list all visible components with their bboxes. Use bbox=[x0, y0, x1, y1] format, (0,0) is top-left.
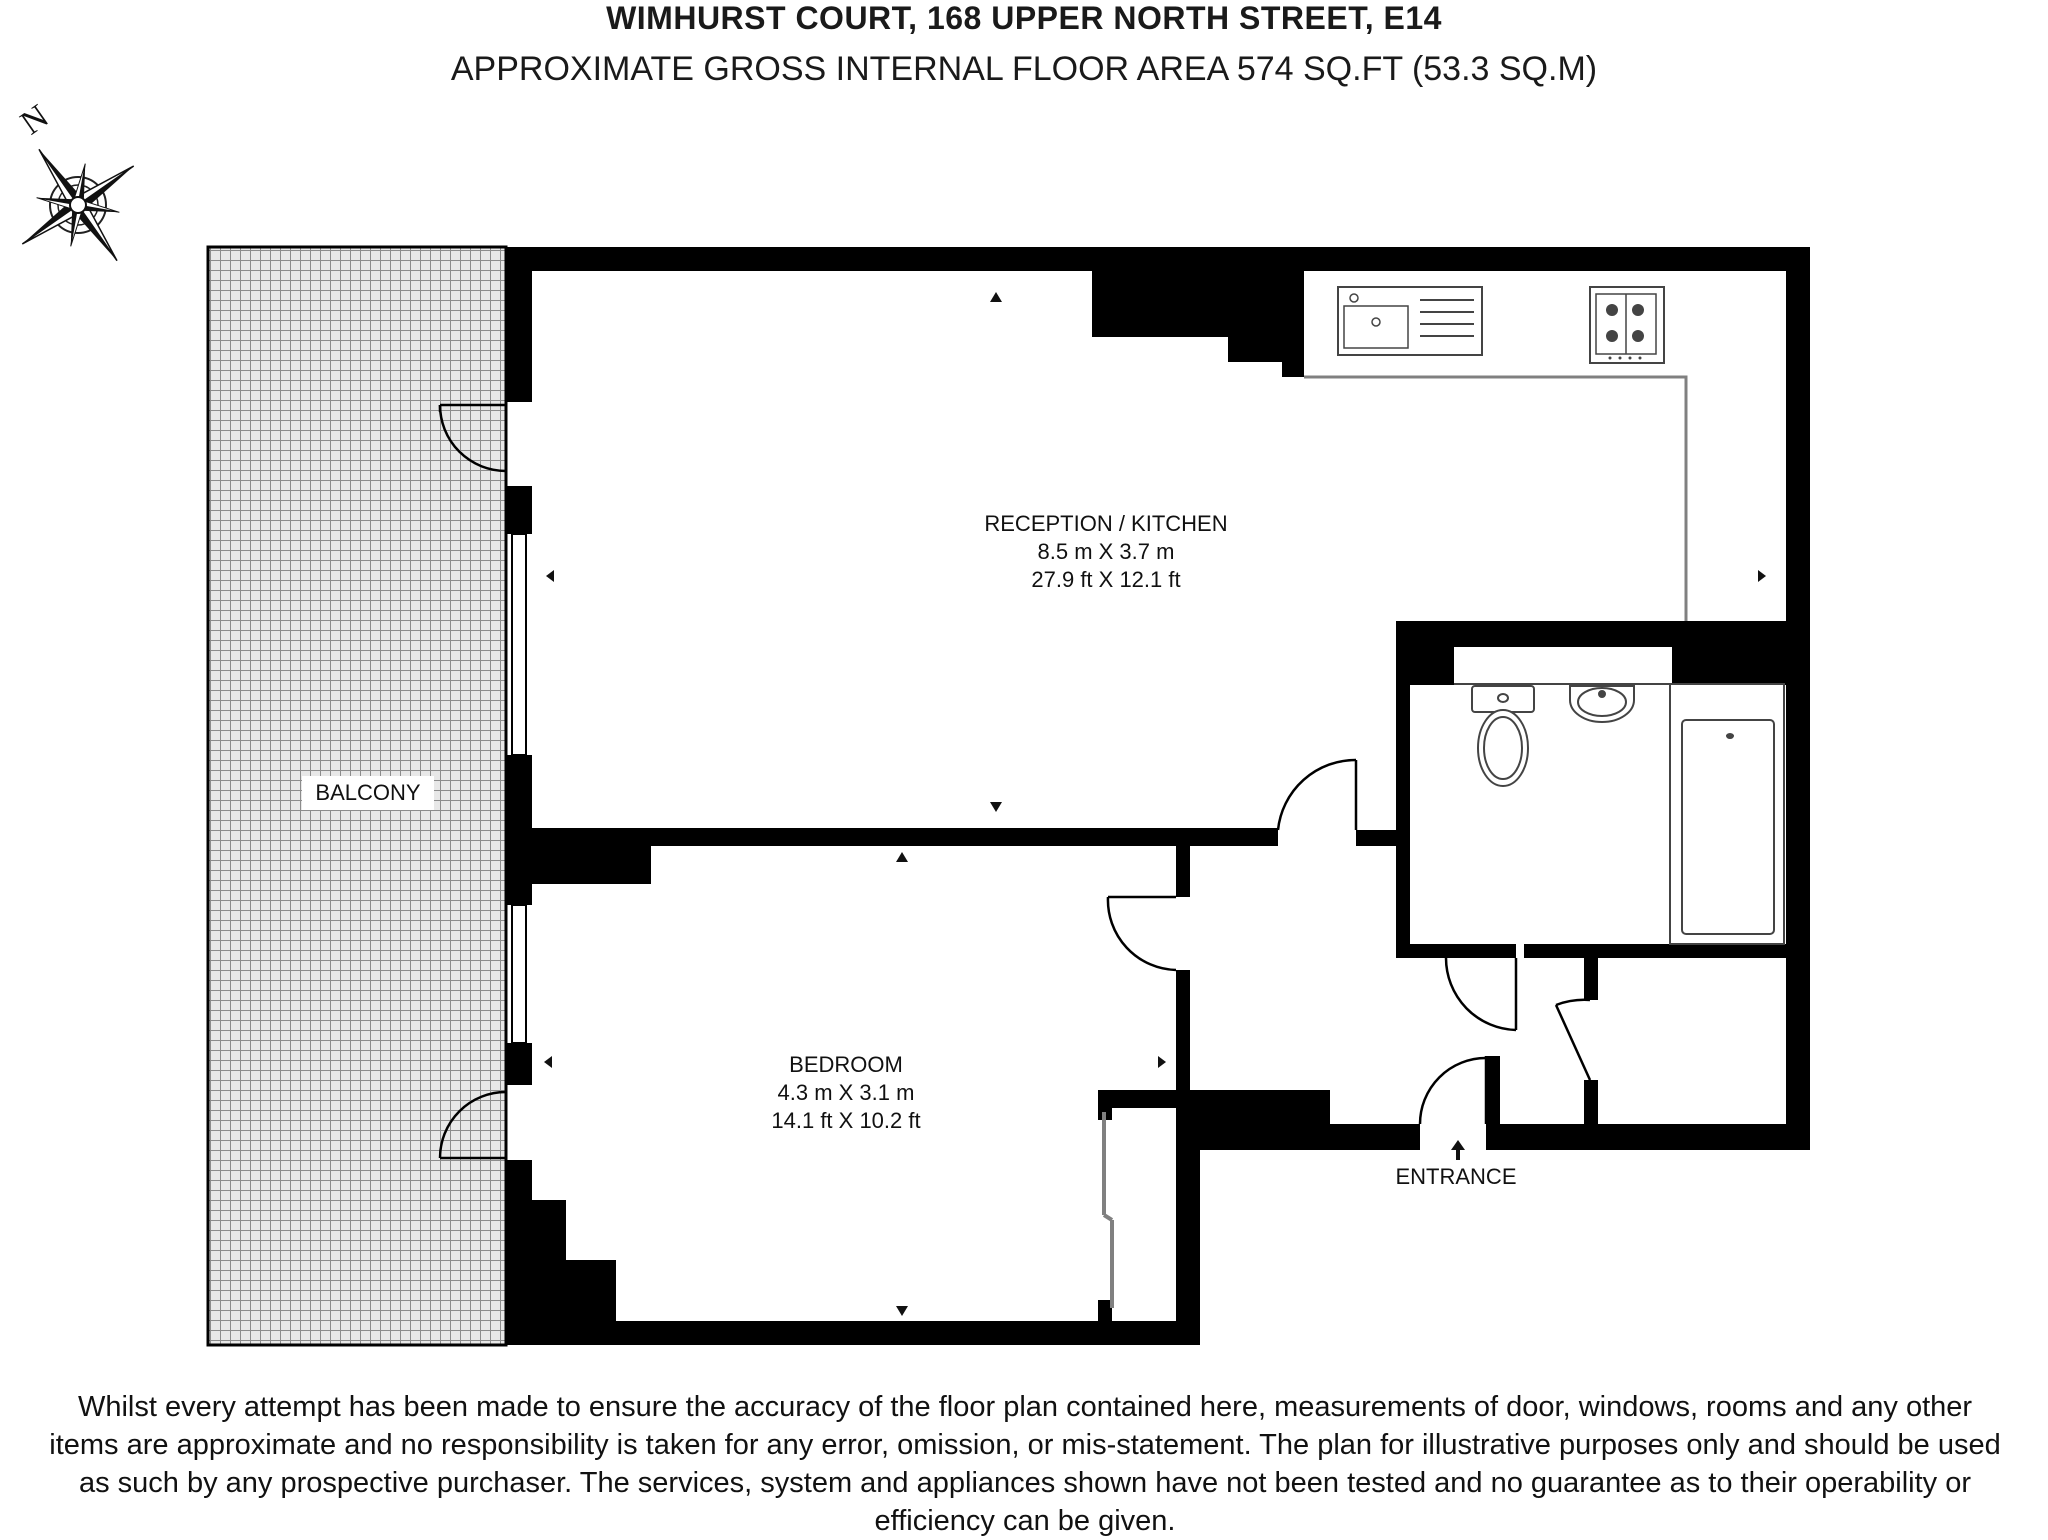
dimension-markers bbox=[544, 292, 1766, 1316]
walls bbox=[506, 247, 1810, 1345]
reception-kitchen-name: RECEPTION / KITCHEN bbox=[984, 511, 1228, 536]
reception-kitchen-imperial: 27.9 ft X 12.1 ft bbox=[1031, 567, 1181, 592]
reception-kitchen-metric: 8.5 m X 3.7 m bbox=[1037, 539, 1175, 564]
bedroom-metric: 4.3 m X 3.1 m bbox=[777, 1080, 915, 1105]
north-label: N bbox=[14, 97, 56, 143]
bedroom-imperial: 14.1 ft X 10.2 ft bbox=[771, 1108, 921, 1133]
property-title: WIMHURST COURT, 168 UPPER NORTH STREET, E14 bbox=[606, 0, 1442, 36]
kitchen-worktop bbox=[1304, 377, 1686, 621]
bedroom-name: BEDROOM bbox=[789, 1052, 903, 1077]
balcony-label: BALCONY bbox=[315, 780, 421, 805]
disclaimer-text: Whilst every attempt has been made to ensure the accuracy of the floor plan contained here, measurements of door, windows, rooms and any other items are approximate and no responsibility is taken for any error, omission, or mis-statement. The plan for illustrative purposes only and should be used as such by any prospective purchaser. The services, system and appliances shown have not been tested and no guarantee as to their operability or efficiency can be given. bbox=[49, 1391, 2001, 1537]
wardrobe bbox=[1104, 1112, 1112, 1308]
entrance-arrow-icon bbox=[1451, 1140, 1465, 1160]
hob-icon bbox=[1590, 287, 1664, 363]
floor-area-subtitle: APPROXIMATE GROSS INTERNAL FLOOR AREA 574 SQ.FT (53.3 SQ.M) bbox=[450, 50, 1598, 88]
toilet-icon bbox=[1472, 686, 1534, 786]
entrance-label: ENTRANCE bbox=[1395, 1164, 1517, 1189]
kitchen-sink-icon bbox=[1338, 287, 1482, 355]
wash-basin-icon bbox=[1570, 686, 1634, 722]
compass-rose-icon bbox=[0, 110, 173, 299]
